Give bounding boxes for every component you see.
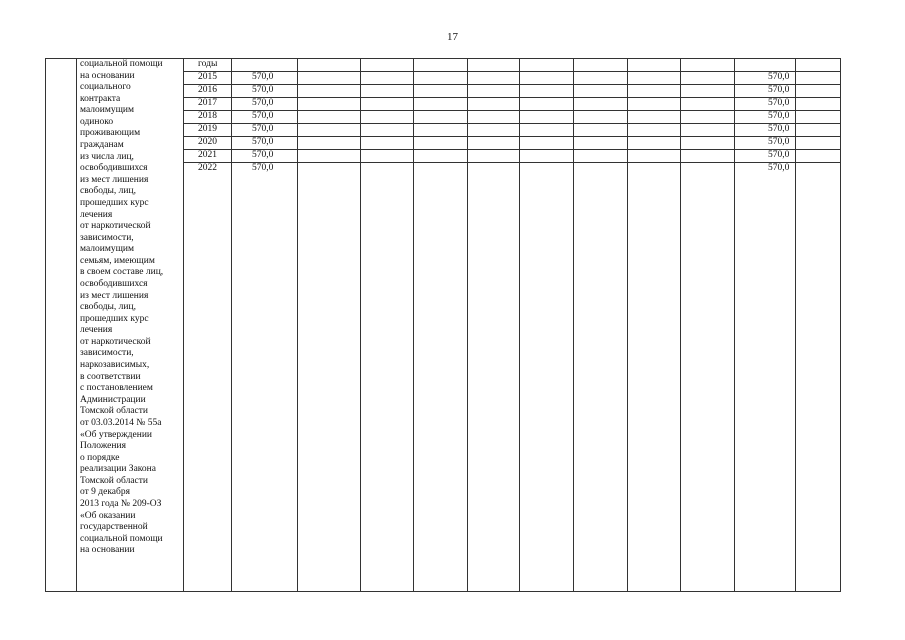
data-cell [681, 137, 735, 150]
data-cell [468, 59, 520, 72]
data-cell [361, 137, 414, 150]
data-cell [414, 72, 468, 85]
data-cell [361, 98, 414, 111]
data-cell [796, 85, 841, 98]
data-cell [361, 72, 414, 85]
total-cell: 570,0 [232, 163, 298, 592]
data-cell [681, 98, 735, 111]
data-cell [796, 137, 841, 150]
data-cell [361, 124, 414, 137]
data-cell [574, 124, 628, 137]
year-cell: 2018 [184, 111, 232, 124]
total-cell: 570,0 [232, 111, 298, 124]
data-cell [468, 137, 520, 150]
year-cell: 2015 [184, 72, 232, 85]
data-cell [574, 72, 628, 85]
data-cell [414, 59, 468, 72]
data-cell [796, 150, 841, 163]
data-cell [681, 124, 735, 137]
data-cell [628, 137, 681, 150]
data-cell [298, 150, 361, 163]
year-cell: 2022 [184, 163, 232, 592]
data-cell [628, 72, 681, 85]
year-cell: 2017 [184, 98, 232, 111]
table-row [46, 59, 841, 72]
other-sources-cell: 570,0 [735, 137, 796, 150]
data-cell [414, 137, 468, 150]
measure-description: социальной помощи на основании социального контракта малоимущим одиноко проживающим гражданам из числа лиц, освободившихся из мест лишения свободы, лиц, прошедших курс лечения от наркотической зависимости, малоимущим семьям, имеющим в своем составе лиц, освободившихся из мест лишения свободы, лиц, прошедших курс лечения от наркотической зависимости, наркозависимых, в соответствии с постановлением Администрации Томской области от 03.03.2014 № 55а «Об утверждении Положения о порядке реализации Закона Томской области от 9 декабря 2013 года № 209-ОЗ «Об оказании государственной социальной помощи на основании [77, 59, 184, 592]
data-cell [681, 111, 735, 124]
data-cell [628, 150, 681, 163]
year-cell: 2019 [184, 124, 232, 137]
data-cell [574, 163, 628, 592]
data-cell [574, 137, 628, 150]
data-cell [414, 124, 468, 137]
data-cell [468, 85, 520, 98]
data-cell [520, 137, 574, 150]
total-cell: 570,0 [232, 85, 298, 98]
data-cell [298, 124, 361, 137]
data-cell [796, 72, 841, 85]
data-cell [628, 111, 681, 124]
other-sources-cell: 570,0 [735, 98, 796, 111]
total-cell [232, 59, 298, 72]
data-cell [468, 163, 520, 592]
other-sources-cell: 570,0 [735, 72, 796, 85]
data-cell [468, 150, 520, 163]
year-cell: 2020 [184, 137, 232, 150]
other-sources-cell: 570,0 [735, 150, 796, 163]
data-cell [468, 72, 520, 85]
data-cell [574, 59, 628, 72]
other-sources-cell: 570,0 [735, 111, 796, 124]
data-cell [414, 150, 468, 163]
data-cell [681, 163, 735, 592]
data-cell [468, 111, 520, 124]
data-cell [520, 72, 574, 85]
data-cell [628, 98, 681, 111]
other-sources-cell: 570,0 [735, 124, 796, 137]
data-cell [298, 163, 361, 592]
data-cell [796, 163, 841, 592]
data-cell [681, 72, 735, 85]
data-cell [298, 137, 361, 150]
data-cell [468, 124, 520, 137]
data-cell [574, 98, 628, 111]
year-cell: годы [184, 59, 232, 72]
data-cell [628, 124, 681, 137]
data-cell [298, 111, 361, 124]
data-cell [681, 150, 735, 163]
data-cell [574, 111, 628, 124]
total-cell: 570,0 [232, 124, 298, 137]
data-cell [520, 111, 574, 124]
data-cell [681, 59, 735, 72]
data-cell [298, 72, 361, 85]
total-cell: 570,0 [232, 98, 298, 111]
data-cell [628, 85, 681, 98]
number-cell [46, 59, 77, 592]
other-sources-cell: 570,0 [735, 85, 796, 98]
data-cell [414, 163, 468, 592]
year-cell: 2016 [184, 85, 232, 98]
data-cell [520, 59, 574, 72]
data-cell [361, 59, 414, 72]
data-cell [414, 85, 468, 98]
data-cell [361, 111, 414, 124]
data-cell [796, 98, 841, 111]
data-cell [628, 59, 681, 72]
total-cell: 570,0 [232, 72, 298, 85]
data-cell [574, 150, 628, 163]
data-cell [520, 124, 574, 137]
other-sources-cell: 570,0 [735, 163, 796, 592]
data-cell [468, 98, 520, 111]
data-cell [628, 163, 681, 592]
data-cell [414, 111, 468, 124]
data-cell [361, 163, 414, 592]
data-cell [681, 85, 735, 98]
program-table [45, 58, 841, 592]
data-cell [298, 98, 361, 111]
data-cell [414, 98, 468, 111]
data-cell [574, 85, 628, 98]
data-cell [298, 85, 361, 98]
data-cell [520, 150, 574, 163]
data-cell [361, 150, 414, 163]
data-cell [520, 85, 574, 98]
total-cell: 570,0 [232, 150, 298, 163]
data-cell [796, 124, 841, 137]
data-cell [298, 59, 361, 72]
data-cell [796, 111, 841, 124]
data-cell [796, 59, 841, 72]
total-cell: 570,0 [232, 137, 298, 150]
other-sources-cell [735, 59, 796, 72]
data-cell [361, 85, 414, 98]
page-number: 17 [447, 31, 458, 43]
data-cell [520, 163, 574, 592]
data-cell [520, 98, 574, 111]
year-cell: 2021 [184, 150, 232, 163]
